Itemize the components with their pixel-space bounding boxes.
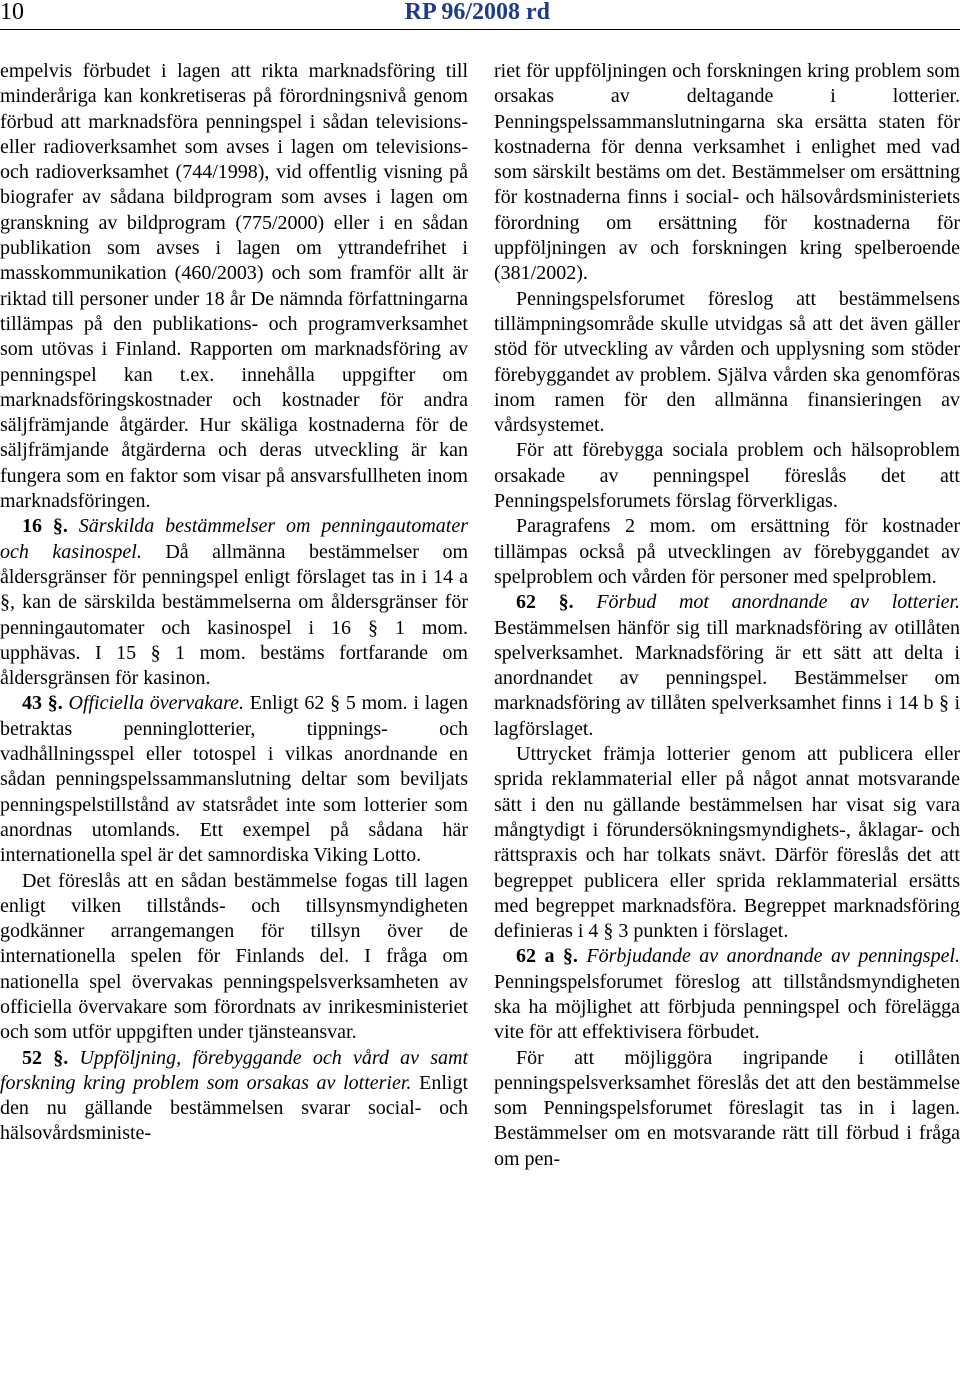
page-number: 10	[0, 0, 24, 25]
right-column	[494, 59, 960, 1172]
section-number: 43 §.	[22, 692, 63, 715]
section-43	[0, 691, 468, 868]
section-16	[0, 514, 468, 691]
paragraph: För att möjliggöra ingripande i otillåten penningspelsverksamhet föreslås det att den bestämmelse som Penningspelsforumet föreslagit tas in i lagen. Bestämmelser om en motsvarande rätt till förbud i fråga om pen-	[494, 1046, 960, 1170]
paragraph: Penningspelsforumet föreslog att bestämmelsens tillämpningsområde skulle utvidgas så att det även gäller stöd för utveckling av vården och upplysning som stöder förebyggandet av problem. Själva vården ska genomföras inom ramen för den allmänna finansieringen av vårdsystemet.	[494, 287, 960, 437]
document-reference: RP 96/2008 rd	[404, 0, 550, 25]
section-title: Förbud mot anordnande av lotterier.	[596, 591, 960, 614]
paragraph: riet för uppföljningen och forskningen kring problem som orsakas av deltagande i lotterier. Penningspelssammanslutningarna ska ersätta staten för kostnaderna för denna verksamhet i enlighet med vad som särskilt bestäms om det. Bestämmelser om ersättning för kostnaderna finns i social- och hälsovårdsministeriets förordning om ersättning för kostnaderna för uppföljningen av och forskningen kring spelberoende (381/2002).	[494, 60, 960, 285]
left-column	[0, 59, 468, 1147]
paragraph: Det föreslås att en sådan bestämmelse fogas till lagen enligt vilken tillstånds- och tillsynsmyndigheten godkänner arrangemangen för tillsyn över de internationella spelen för Finlands del. I fråga om nationella spel övervakas penningspelsverksamheten av officiella övervakare som förordnats av inrikesministeriet och som utför uppgiften under tjänsteansvar.	[0, 869, 468, 1044]
section-number: 62 §.	[516, 591, 574, 614]
section-body: Penningspelsforumet föreslog att tillståndsmyndigheten ska ha möjlighet att förbjuda penningspel och förelägga vite för att effektivisera förbudet.	[494, 970, 960, 1044]
section-52	[0, 1046, 468, 1147]
section-title: Särskilda bestämmelser om penningautomater och kasinospel.	[0, 515, 468, 563]
paragraph: För att förebygga sociala problem och hälsoproblem orsakade av penningspel föreslås det att Penningspelsforumets förslag förverkligas.	[494, 439, 960, 513]
section-title: Uppföljning, förebyggande och vård av samt forskning kring problem som orsakas av lotterier.	[0, 1046, 468, 1094]
section-number: 62 a §.	[516, 945, 578, 968]
section-number: 16 §.	[22, 515, 68, 538]
section-title: Förbjudande av anordnande av penningspel.	[586, 945, 960, 968]
paragraph: Uttrycket främja lotterier genom att publicera eller sprida reklammaterial eller på något annat motsvarande sätt i den nu gällande bestämmelsen har visat sig vara mångtydigt i förundersökningsmyndighets-, åklagar- och rättspraxis och har tolkats snävt. Därför föreslås det att begreppet publicera eller sprida reklammaterial ersätts med begreppet marknadsföra. Begreppet marknadsföring definieras i 4 § 3 punkten i förslaget.	[494, 743, 960, 943]
section-number: 52 §.	[22, 1046, 69, 1069]
section-62	[494, 590, 960, 742]
section-body: Enligt den nu gällande bestämmelsen svarar social- och hälsovårdsministe-	[0, 1071, 469, 1145]
paragraph: Paragrafens 2 mom. om ersättning för kostnader tillämpas också på utvecklingen av förebyggandet av spelproblem och vården för personer med spelproblem.	[494, 515, 960, 588]
section-62a	[494, 944, 960, 1045]
paragraph: empelvis förbudet i lagen att rikta marknadsföring till minderåriga kan konkretiseras på förordningsnivå genom förbud att marknadsföra penningspel i sådan televisions- eller radioverksamhet som avses i lagen om televisions- och radioverksamhet (744/1998), vid offentlig visning på biografer av sådana bildprogram som avses i lagen om granskning av bildprogram (775/2000) eller i en sådan publikation som avses i lagen om yttrandefrihet i masskommunikation (460/2003) och som framför allt är riktad till personer under 18 år De nämnda författningarna tillämpas på den publikations- och programverksamhet som utövas i Finland. Rapporten om marknadsföring av penningspel kan t.ex. innehålla uppgifter om marknadsföringskostnader och kostnader för andra säljfrämjande åtgärder. Hur skäliga kostnaderna för de säljfrämjande åtgärderna och deras utveckling är kan fungera som en faktor som visar på ansvarsfullheten inom marknadsföringen.	[0, 60, 468, 513]
header-rule	[0, 29, 960, 30]
section-title: Officiella övervakare.	[68, 692, 244, 715]
section-body: Enligt 62 § 5 mom. i lagen betraktas penninglotterier, tippnings- och vadhållningsspel eller totospel i vilkas anordnande en sådan penningspelssammanslutning deltar som beviljats penningspelstillstånd av statsrådet inte som lotterier som anordnas utomlands. Ett exempel på sådana här internationella spel är det samnordiska Viking Lotto.	[0, 692, 469, 867]
section-body: Bestämmelsen hänför sig till marknadsföring av otillåten spelverksamhet. Marknadsföring är ett sätt att delta i anordnandet av penningspel. Bestämmelser om marknadsföring av tillåten spelverksamhet finns i 14 b § i lagförslaget.	[494, 616, 960, 740]
section-body: Då allmänna bestämmelser om åldersgränser för penningspel enligt förslaget tas in i 14 a §, kan de särskilda bestämmelserna om åldersgränser för penningautomater och kasinospel i 16 § 1 mom. upphävas. I 15 § 1 mom. bestäms fortfarande om åldersgränsen för kasinon.	[0, 540, 469, 690]
page-header	[0, 0, 960, 28]
